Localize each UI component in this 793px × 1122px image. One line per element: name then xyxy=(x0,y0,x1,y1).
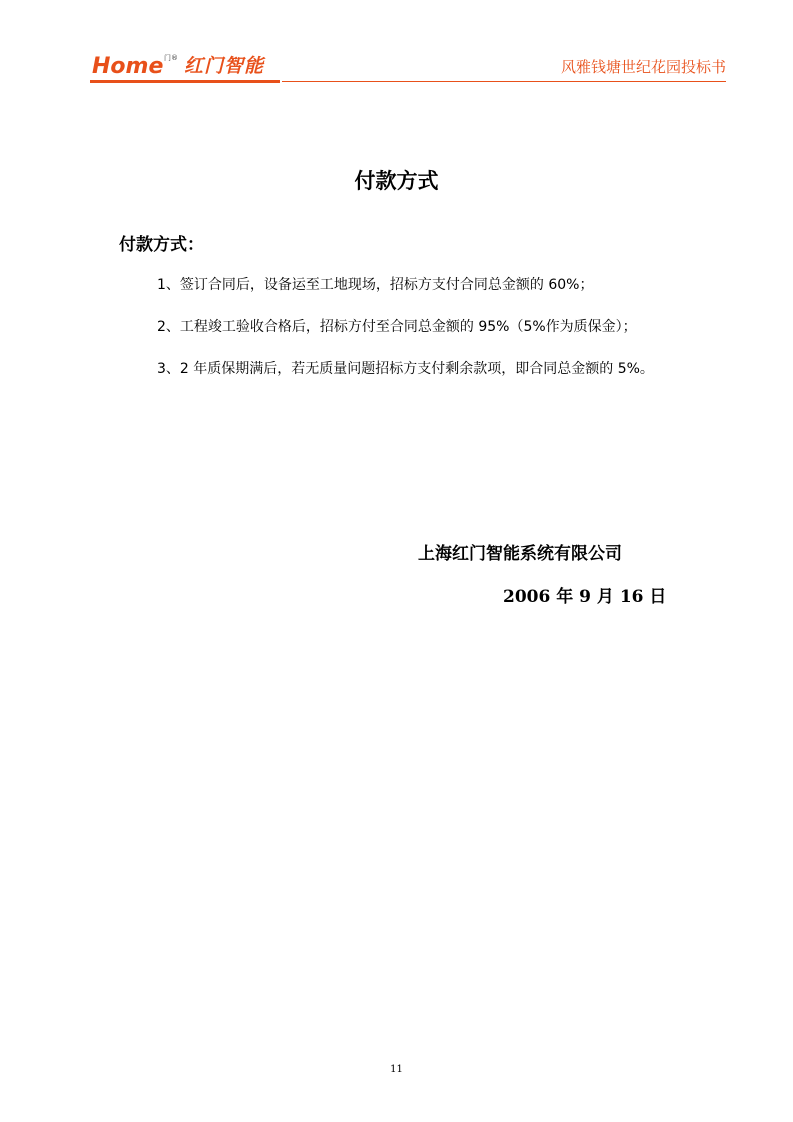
header-rule-accent xyxy=(90,80,280,83)
page-number: 11 xyxy=(390,1064,403,1075)
section-heading: 付款方式： xyxy=(119,235,204,255)
payment-item-3: 3、2 年质保期满后，若无质量问题招标方支付剩余款项，即合同总金额的 5%。 xyxy=(157,361,654,377)
svg-text:Home: Home xyxy=(92,54,164,79)
page-title: 付款方式 xyxy=(354,169,439,193)
company-logo xyxy=(90,48,264,80)
logo-text: 红门智能 xyxy=(184,55,265,77)
payment-item-1: 1、签订合同后，设备运至工地现场，招标方支付合同总金额的 60%； xyxy=(157,277,594,293)
signature-date: 2006 年 9 月 16 日 xyxy=(503,587,667,607)
payment-item-2: 2、工程竣工验收合格后，招标方付至合同总金额的 95%（5%作为质保金）； xyxy=(157,319,637,335)
signature-company: 上海红门智能系统有限公司 xyxy=(418,544,622,564)
home-logo-icon xyxy=(90,50,180,80)
header-rule xyxy=(282,81,726,82)
page-header xyxy=(90,40,726,84)
document-title: 风雅钱塘世纪花园投标书 xyxy=(560,58,726,76)
svg-text:门®: 门® xyxy=(164,54,178,62)
